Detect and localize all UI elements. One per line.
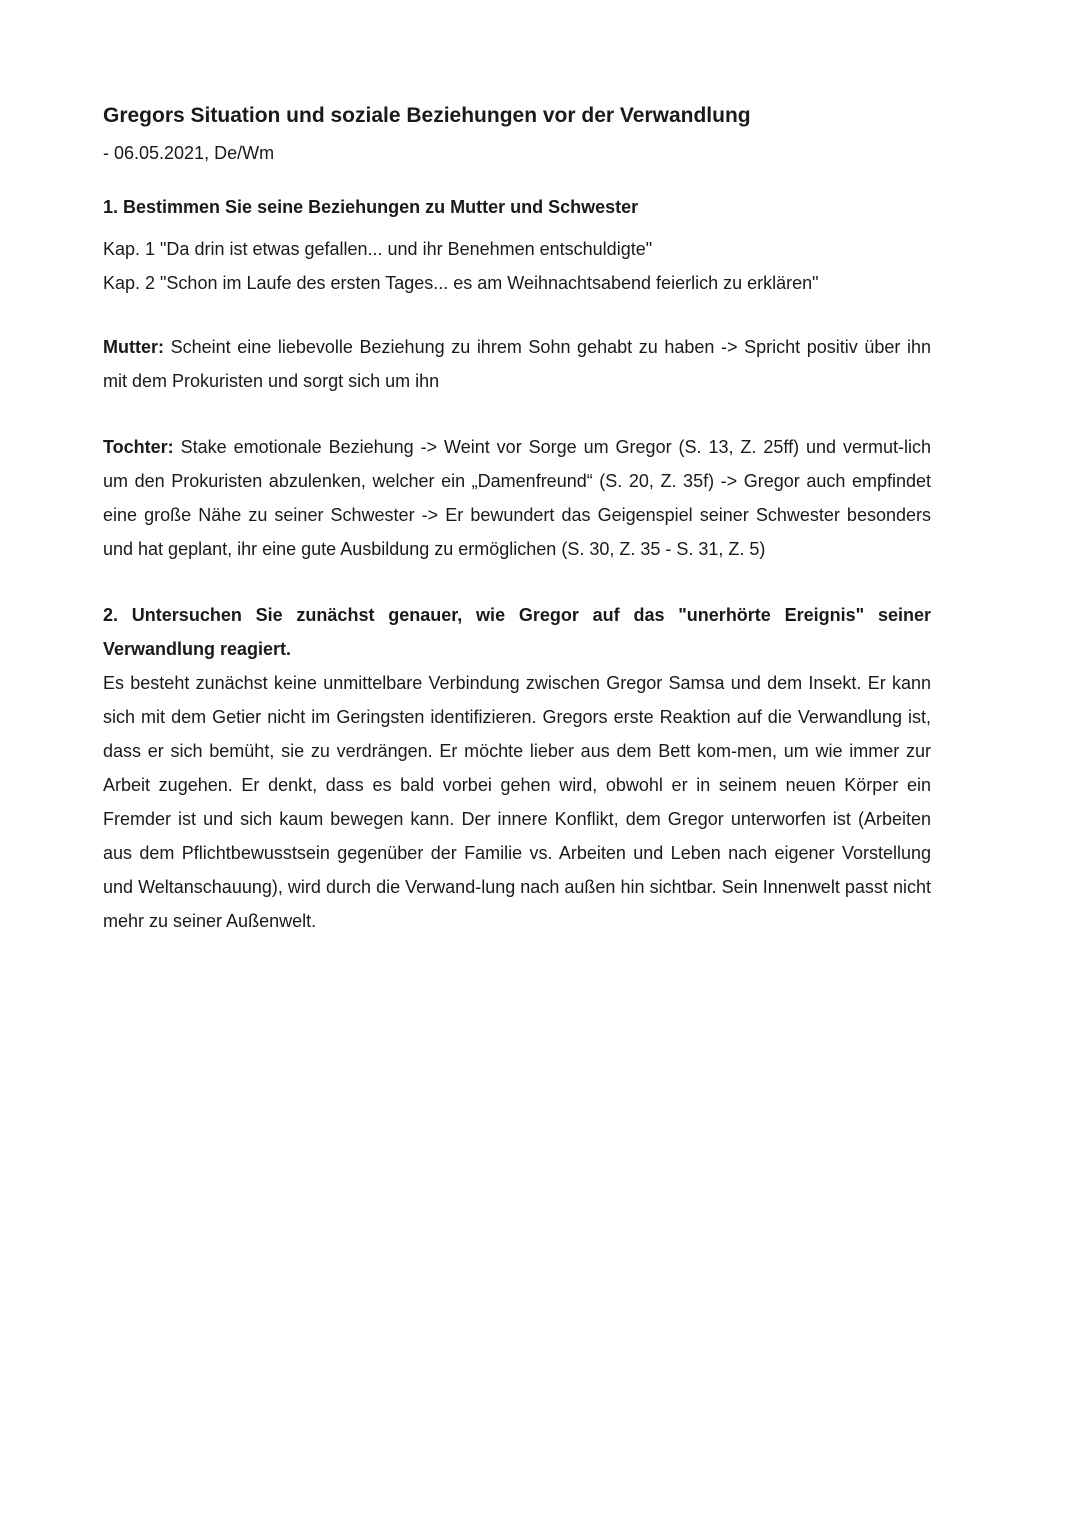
mutter-paragraph	[103, 330, 931, 398]
tochter-label: Tochter:	[103, 437, 174, 457]
section-2-text: Es besteht zunächst keine unmittelbare Verbindung zwischen Gregor Samsa und dem Insekt. Er kann sich mit dem Getier nicht im Geringsten identifizieren. Gregors erste Reaktion auf die Verwandlung ist, dass er sich bemüht, sie zu verdrängen. Er möchte lieber aus dem Bett kom-men, um wie immer zur Arbeit zugehen. Er denkt, dass es bald vorbei gehen wird, obwohl er in seinem neuen Körper ein Fremder ist und sich kaum bewegen kann. Der innere Konflikt, dem Gregor unterworfen ist (Arbeiten aus dem Pflichtbewusstsein gegenüber der Familie vs. Arbeiten und Leben nach eigener Vorstellung und Weltanschauung), wird durch die Verwand-lung nach außen hin sichtbar. Sein Innenwelt passt nicht mehr zu seiner Außenwelt.	[103, 673, 931, 931]
document-title: Gregors Situation und soziale Beziehungen vor der Verwandlung	[103, 104, 751, 127]
quote-references	[103, 232, 931, 300]
document-page	[103, 98, 931, 938]
mutter-text: Scheint eine liebevolle Beziehung zu ihrem Sohn gehabt zu haben -> Spricht positiv über ihn mit dem Prokuristen und sorgt sich um ihn	[103, 337, 931, 391]
date-line: - 06.05.2021, De/Wm	[103, 143, 275, 163]
section-1-heading: 1. Bestimmen Sie seine Beziehungen zu Mutter und Schwester	[103, 197, 639, 217]
quote-kap-1: Kap. 1 "Da drin ist etwas gefallen... und ihr Benehmen entschuldigte"	[103, 239, 653, 259]
tochter-text: Stake emotionale Beziehung -> Weint vor Sorge um Gregor (S. 13, Z. 25ff) und vermut-lich um den Prokuristen abzulenken, welcher ein „Damenfreund“ (S. 20, Z. 35f) -> Gregor auch empfindet eine große Nähe zu seiner Schwester -> Er bewundert das Geigenspiel seiner Schwester besonders und hat geplant, ihr eine gute Ausbildung zu ermöglichen (S. 30, Z. 35 - S. 31, Z. 5)	[103, 437, 931, 559]
tochter-paragraph	[103, 430, 931, 566]
mutter-label: Mutter:	[103, 337, 164, 357]
quote-kap-2: Kap. 2 "Schon im Laufe des ersten Tages... es am Weihnachtsabend feierlich zu erklären"	[103, 273, 819, 293]
section-2-heading: 2. Untersuchen Sie zunächst genauer, wie Gregor auf das "unerhörte Ereignis" seiner Verwandlung reagiert.	[103, 605, 931, 659]
